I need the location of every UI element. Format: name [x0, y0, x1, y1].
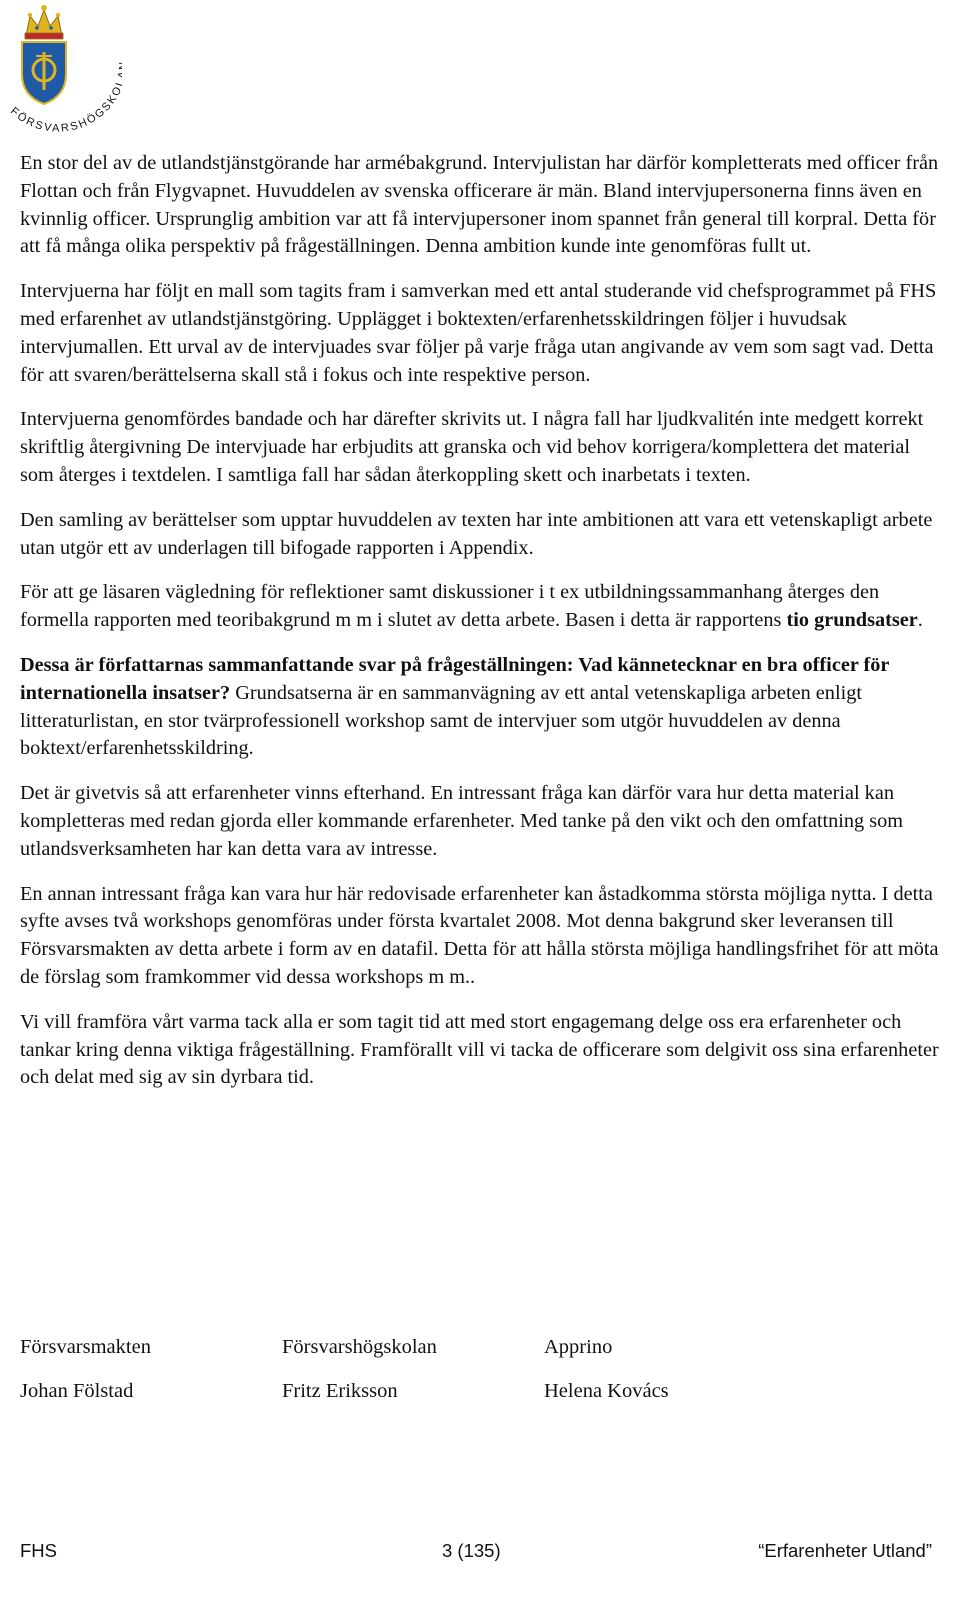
page-footer: [20, 1540, 932, 1570]
signature-organizations-row: [20, 1325, 920, 1369]
body-paragraph: [20, 780, 942, 863]
body-paragraph: [20, 278, 942, 389]
body-paragraph: [20, 652, 942, 763]
bold-text-run: Dessa är författarnas sammanfattande svar på frågeställningen: Vad kännetecknar en bra officer för internationella insatser?: [20, 653, 890, 704]
signature-names-row: [20, 1369, 920, 1413]
logo-text: FÖRSVARSHÖGSK: [7, 91, 121, 135]
crowned-shield-emblem-icon: [0, 0, 122, 136]
fhs-logo: [0, 0, 122, 136]
body-paragraph: [20, 1009, 942, 1092]
crown-icon: [25, 5, 63, 39]
signature-org: Försvarshögskolan: [282, 1335, 437, 1358]
text-run: Intervjuerna har följt en mall som tagits fram i samverkan med ett antal studerande vid chefsprogrammet på FHS med erfarenhet av utlandstjänstgöring. Upplägget i boktexten/erfarenhetsskildringen följer i huvudsak intervjumallen. Ett urval av de intervjuades svar följer på varje fråga utan angivande av vem som sagt vad. Detta för att svaren/berättelserna skall stå i fokus och inte respektive person.: [20, 280, 937, 386]
text-run: .: [917, 609, 923, 632]
text-run: Vi vill framföra vårt varma tack alla er som tagit tid att med stort engagemang delge oss era erfarenheter och tankar kring denna viktiga frågeställning. Framförallt vill vi tacka de officerare som delgivit oss sina erfarenheter och delat med sig av sin dyrbara tid.: [20, 1010, 939, 1089]
body-paragraph: [20, 406, 942, 489]
text-run: Den samling av berättelser som upptar huvuddelen av texten har inte ambitionen att vara ett vetenskapligt arbete utan utgör ett av underlagen till bifogade rapporten i Appendix.: [20, 508, 933, 559]
signature-org: Försvarsmakten: [20, 1335, 151, 1358]
body-paragraph: [20, 507, 942, 563]
signature-name: Helena Kovács: [544, 1379, 669, 1402]
text-run: Det är givetvis så att erfarenheter vinns efterhand. En intressant fråga kan därför vara hur detta material kan kompletteras med redan gjorda eller kommande erfarenheter. Med tanke på den vikt och den omfattning som utlandsverksamheten har kan detta vara av intresse.: [20, 782, 904, 860]
signature-name: Fritz Eriksson: [282, 1379, 398, 1402]
text-run: För att ge läsaren vägledning för reflektioner samt diskussioner i t ex utbildningssammanhang återges den formella rapporten med teoribakgrund m m i slutet av detta arbete. Basen i detta är rapportens: [20, 581, 880, 632]
bold-text-run: tio grundsatser: [786, 609, 918, 632]
footer-left: FHS: [20, 1540, 57, 1561]
shield-icon: [22, 42, 66, 104]
text-run: Intervjuerna genomfördes bandade och har därefter skrivits ut. I några fall har ljudkvalitén inte medgett korrekt skriftlig återgivning De intervjuade har erbjudits att granska och vid behov korrigera/komplettera det material som återges i textdelen. I samtliga fall har sådan återkoppling skett och inarbetats i texten.: [20, 408, 924, 486]
body-paragraph: [20, 150, 942, 261]
footer-title: “Erfarenheter Utland”: [758, 1540, 932, 1561]
text-run: En annan intressant fråga kan vara hur här redovisade erfarenheter kan åstadkomma största möjliga nytta. I detta syfte avses två workshops genomföras under första kvartalet 2008. Mot denna bakgrund sker leveransen till Försvarsmakten av detta arbete i form av en datafil. Detta för att hålla största möjliga handlingsfrihet för att möta de förslag som framkommer vid dessa workshops m m..: [20, 882, 939, 988]
signature-name: Johan Fölstad: [20, 1379, 134, 1402]
document-body: [20, 150, 942, 1109]
body-paragraph: [20, 579, 942, 635]
body-paragraph: [20, 881, 942, 992]
signature-org: Apprino: [544, 1335, 613, 1358]
text-run: En stor del av de utlandstjänstgörande har armébakgrund. Intervjulistan har därför kompletterats med officer från Flottan och från Flygvapnet. Huvuddelen av svenska officerare är män. Bland intervjupersonerna finns även en kvinnlig officer. Ursprunglig ambition var att få intervjupersoner inom spannet från general till korpral. Detta för att få många olika perspektiv på frågeställningen. Denna ambition kunde inte genomföras fullt ut.: [20, 152, 939, 258]
signature-block: [20, 1325, 920, 1413]
page-number: 3 (135): [442, 1540, 501, 1561]
text-run: Grundsatserna är en sammanvägning av ett antal vetenskapliga arbeten enligt litteraturlistan, en stor tvärprofessionell workshop samt de intervjuer som utgör huvuddelen av denna boktext/erfarenhetsskildring.: [20, 681, 862, 760]
